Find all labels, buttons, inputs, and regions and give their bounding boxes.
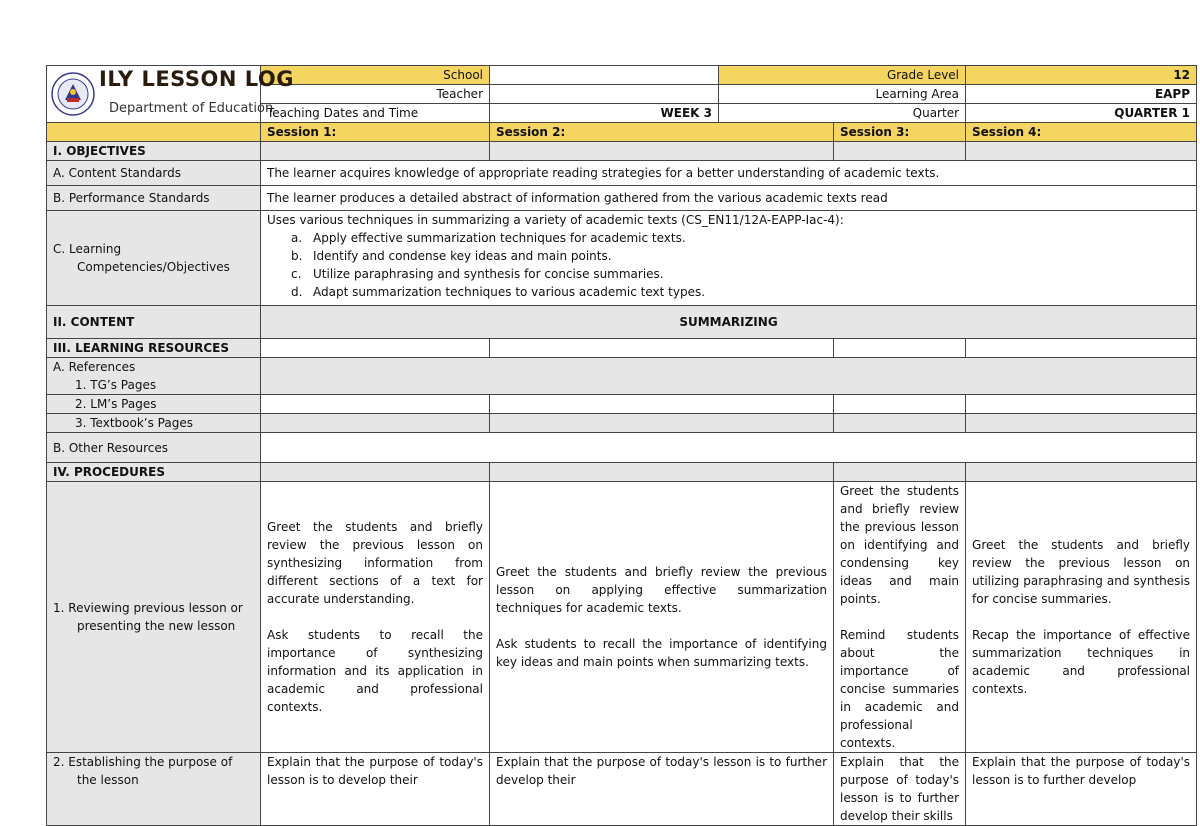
review-row xyxy=(47,482,1197,753)
review-s1-p2: Ask students to recall the importance of synthesizing information and its application in academic and professional contexts. xyxy=(267,628,483,714)
tg-pages-label: 1. TG’s Pages xyxy=(75,378,157,392)
session-1-header: Session 1: xyxy=(261,123,490,142)
resources-s3[interactable] xyxy=(834,339,966,358)
teacher-value[interactable] xyxy=(490,85,719,104)
references-value[interactable] xyxy=(261,358,1197,395)
resources-s1[interactable] xyxy=(261,339,490,358)
content-row xyxy=(47,306,1197,339)
lm-pages-label: 2. LM’s Pages xyxy=(47,395,261,414)
review-s1-p1: Greet the students and briefly review the previous lesson on synthesizing information from different sections of a text for accurate understanding. xyxy=(267,520,483,606)
review-s4-p2: Recap the importance of effective summarization techniques in academic and professional contexts. xyxy=(972,628,1191,696)
purpose-session-1: Explain that the purpose of today's lesson is to develop their xyxy=(261,753,490,826)
lm-pages-row xyxy=(47,395,1197,414)
competencies-list xyxy=(267,229,1190,301)
purpose-session-2: Explain that the purpose of today's lesson is to further develop their xyxy=(490,753,834,826)
learning-area-value[interactable]: EAPP xyxy=(966,85,1197,104)
procedures-blank-3 xyxy=(834,463,966,482)
review-label-line1: 1. Reviewing previous lesson or xyxy=(53,601,243,615)
lm-pages-s3[interactable] xyxy=(834,395,966,414)
competencies-intro: Uses various techniques in summarizing a variety of academic texts (CS_EN11/12A-EAPP-Iac-4): xyxy=(267,213,844,227)
grade-level-label: Grade Level xyxy=(719,66,966,85)
review-session-4 xyxy=(966,482,1197,753)
purpose-session-4: Explain that the purpose of today's lesson is to further develop xyxy=(966,753,1197,826)
performance-standards-text: The learner produces a detailed abstract of information gathered from the various academic texts read xyxy=(261,186,1197,211)
dates-value[interactable]: WEEK 3 xyxy=(490,104,719,123)
lesson-log-sheet xyxy=(46,65,1196,826)
purpose-label-line1: 2. Establishing the purpose of xyxy=(53,755,233,769)
textbook-pages-s1[interactable] xyxy=(261,414,490,433)
dates-label: Teaching Dates and Time xyxy=(261,104,490,123)
objectives-heading: I. OBJECTIVES xyxy=(47,142,261,161)
session-3-header: Session 3: xyxy=(834,123,966,142)
references-row xyxy=(47,358,1197,395)
resources-heading-row xyxy=(47,339,1197,358)
other-resources-value[interactable] xyxy=(261,433,1197,463)
objectives-blank-1 xyxy=(261,142,490,161)
procedures-blank-2 xyxy=(490,463,834,482)
objectives-blank-3 xyxy=(834,142,966,161)
objectives-heading-row xyxy=(47,142,1197,161)
lm-pages-s2[interactable] xyxy=(490,395,834,414)
procedures-blank-1 xyxy=(261,463,490,482)
objectives-blank-2 xyxy=(490,142,834,161)
review-s4-p1: Greet the students and briefly review the previous lesson on utilizing paraphrasing and synthesis for concise summaries. xyxy=(972,538,1191,606)
competency-item: d. Adapt summarization techniques to various academic text types. xyxy=(291,285,706,299)
textbook-pages-s2[interactable] xyxy=(490,414,834,433)
review-session-2 xyxy=(490,482,834,753)
quarter-value[interactable]: QUARTER 1 xyxy=(966,104,1197,123)
sessions-row xyxy=(47,123,1197,142)
purpose-label xyxy=(47,753,261,826)
department-name: Department of Education xyxy=(109,101,274,116)
review-s3-p1: Greet the students and briefly review the previous lesson on identifying and condensing key ideas and main points. xyxy=(840,484,960,606)
lesson-log-title: ILY LESSON LOG xyxy=(99,67,294,91)
procedures-heading: IV. PROCEDURES xyxy=(47,463,261,482)
resources-heading: III. LEARNING RESOURCES xyxy=(47,339,261,358)
resources-s2[interactable] xyxy=(490,339,834,358)
review-session-1 xyxy=(261,482,490,753)
lesson-log-table xyxy=(46,65,1197,826)
review-s2-p1: Greet the students and briefly review the previous lesson on applying effective summarization techniques for academic texts. xyxy=(496,565,827,615)
competencies-label-line1: C. Learning xyxy=(53,242,122,256)
references-heading: A. References xyxy=(53,360,136,374)
resources-s4[interactable] xyxy=(966,339,1197,358)
content-heading: II. CONTENT xyxy=(47,306,261,339)
review-label-line2: presenting the new lesson xyxy=(77,619,236,633)
procedures-heading-row xyxy=(47,463,1197,482)
deped-seal-icon xyxy=(51,72,95,116)
session-2-header: Session 2: xyxy=(490,123,834,142)
lm-pages-s1[interactable] xyxy=(261,395,490,414)
purpose-row xyxy=(47,753,1197,826)
textbook-pages-row xyxy=(47,414,1197,433)
header-row-school xyxy=(47,66,1197,85)
sessions-blank xyxy=(47,123,261,142)
other-resources-label: B. Other Resources xyxy=(47,433,261,463)
performance-standards-label: B. Performance Standards xyxy=(47,186,261,211)
quarter-label: Quarter xyxy=(719,104,966,123)
content-value: SUMMARIZING xyxy=(261,306,1197,339)
content-standards-text: The learner acquires knowledge of appropriate reading strategies for a better understanding of academic texts. xyxy=(261,161,1197,186)
content-standards-label: A. Content Standards xyxy=(47,161,261,186)
school-value[interactable] xyxy=(490,66,719,85)
references-label xyxy=(47,358,261,395)
purpose-session-3: Explain that the purpose of today's lesson is to further develop their skills xyxy=(834,753,966,826)
competency-item: b. Identify and condense key ideas and main points. xyxy=(291,249,612,263)
review-session-3 xyxy=(834,482,966,753)
objectives-blank-4 xyxy=(966,142,1197,161)
review-s2-p2: Ask students to recall the importance of identifying key ideas and main points when summarizing texts. xyxy=(496,637,827,669)
competency-item: a. Apply effective summarization techniques for academic texts. xyxy=(291,231,686,245)
school-label: School xyxy=(261,66,490,85)
competencies-label-line2: Competencies/Objectives xyxy=(77,260,230,274)
textbook-pages-s4[interactable] xyxy=(966,414,1197,433)
other-resources-row xyxy=(47,433,1197,463)
textbook-pages-s3[interactable] xyxy=(834,414,966,433)
procedures-blank-4 xyxy=(966,463,1197,482)
competency-item: c. Utilize paraphrasing and synthesis for concise summaries. xyxy=(291,267,664,281)
competencies-row xyxy=(47,211,1197,306)
competencies-cell xyxy=(261,211,1197,306)
textbook-pages-label: 3. Textbook’s Pages xyxy=(47,414,261,433)
logo-cell xyxy=(47,66,294,123)
learning-area-label: Learning Area xyxy=(719,85,966,104)
review-label xyxy=(47,482,261,753)
purpose-label-line2: the lesson xyxy=(77,773,139,787)
teacher-label: Teacher xyxy=(261,85,490,104)
grade-level-value[interactable]: 12 xyxy=(966,66,1197,85)
lm-pages-s4[interactable] xyxy=(966,395,1197,414)
competencies-label xyxy=(47,211,261,306)
content-standards-row xyxy=(47,161,1197,186)
session-4-header: Session 4: xyxy=(966,123,1197,142)
performance-standards-row xyxy=(47,186,1197,211)
review-s3-p2: Remind students about the importance of concise summaries in academic and professional contexts. xyxy=(840,628,960,750)
